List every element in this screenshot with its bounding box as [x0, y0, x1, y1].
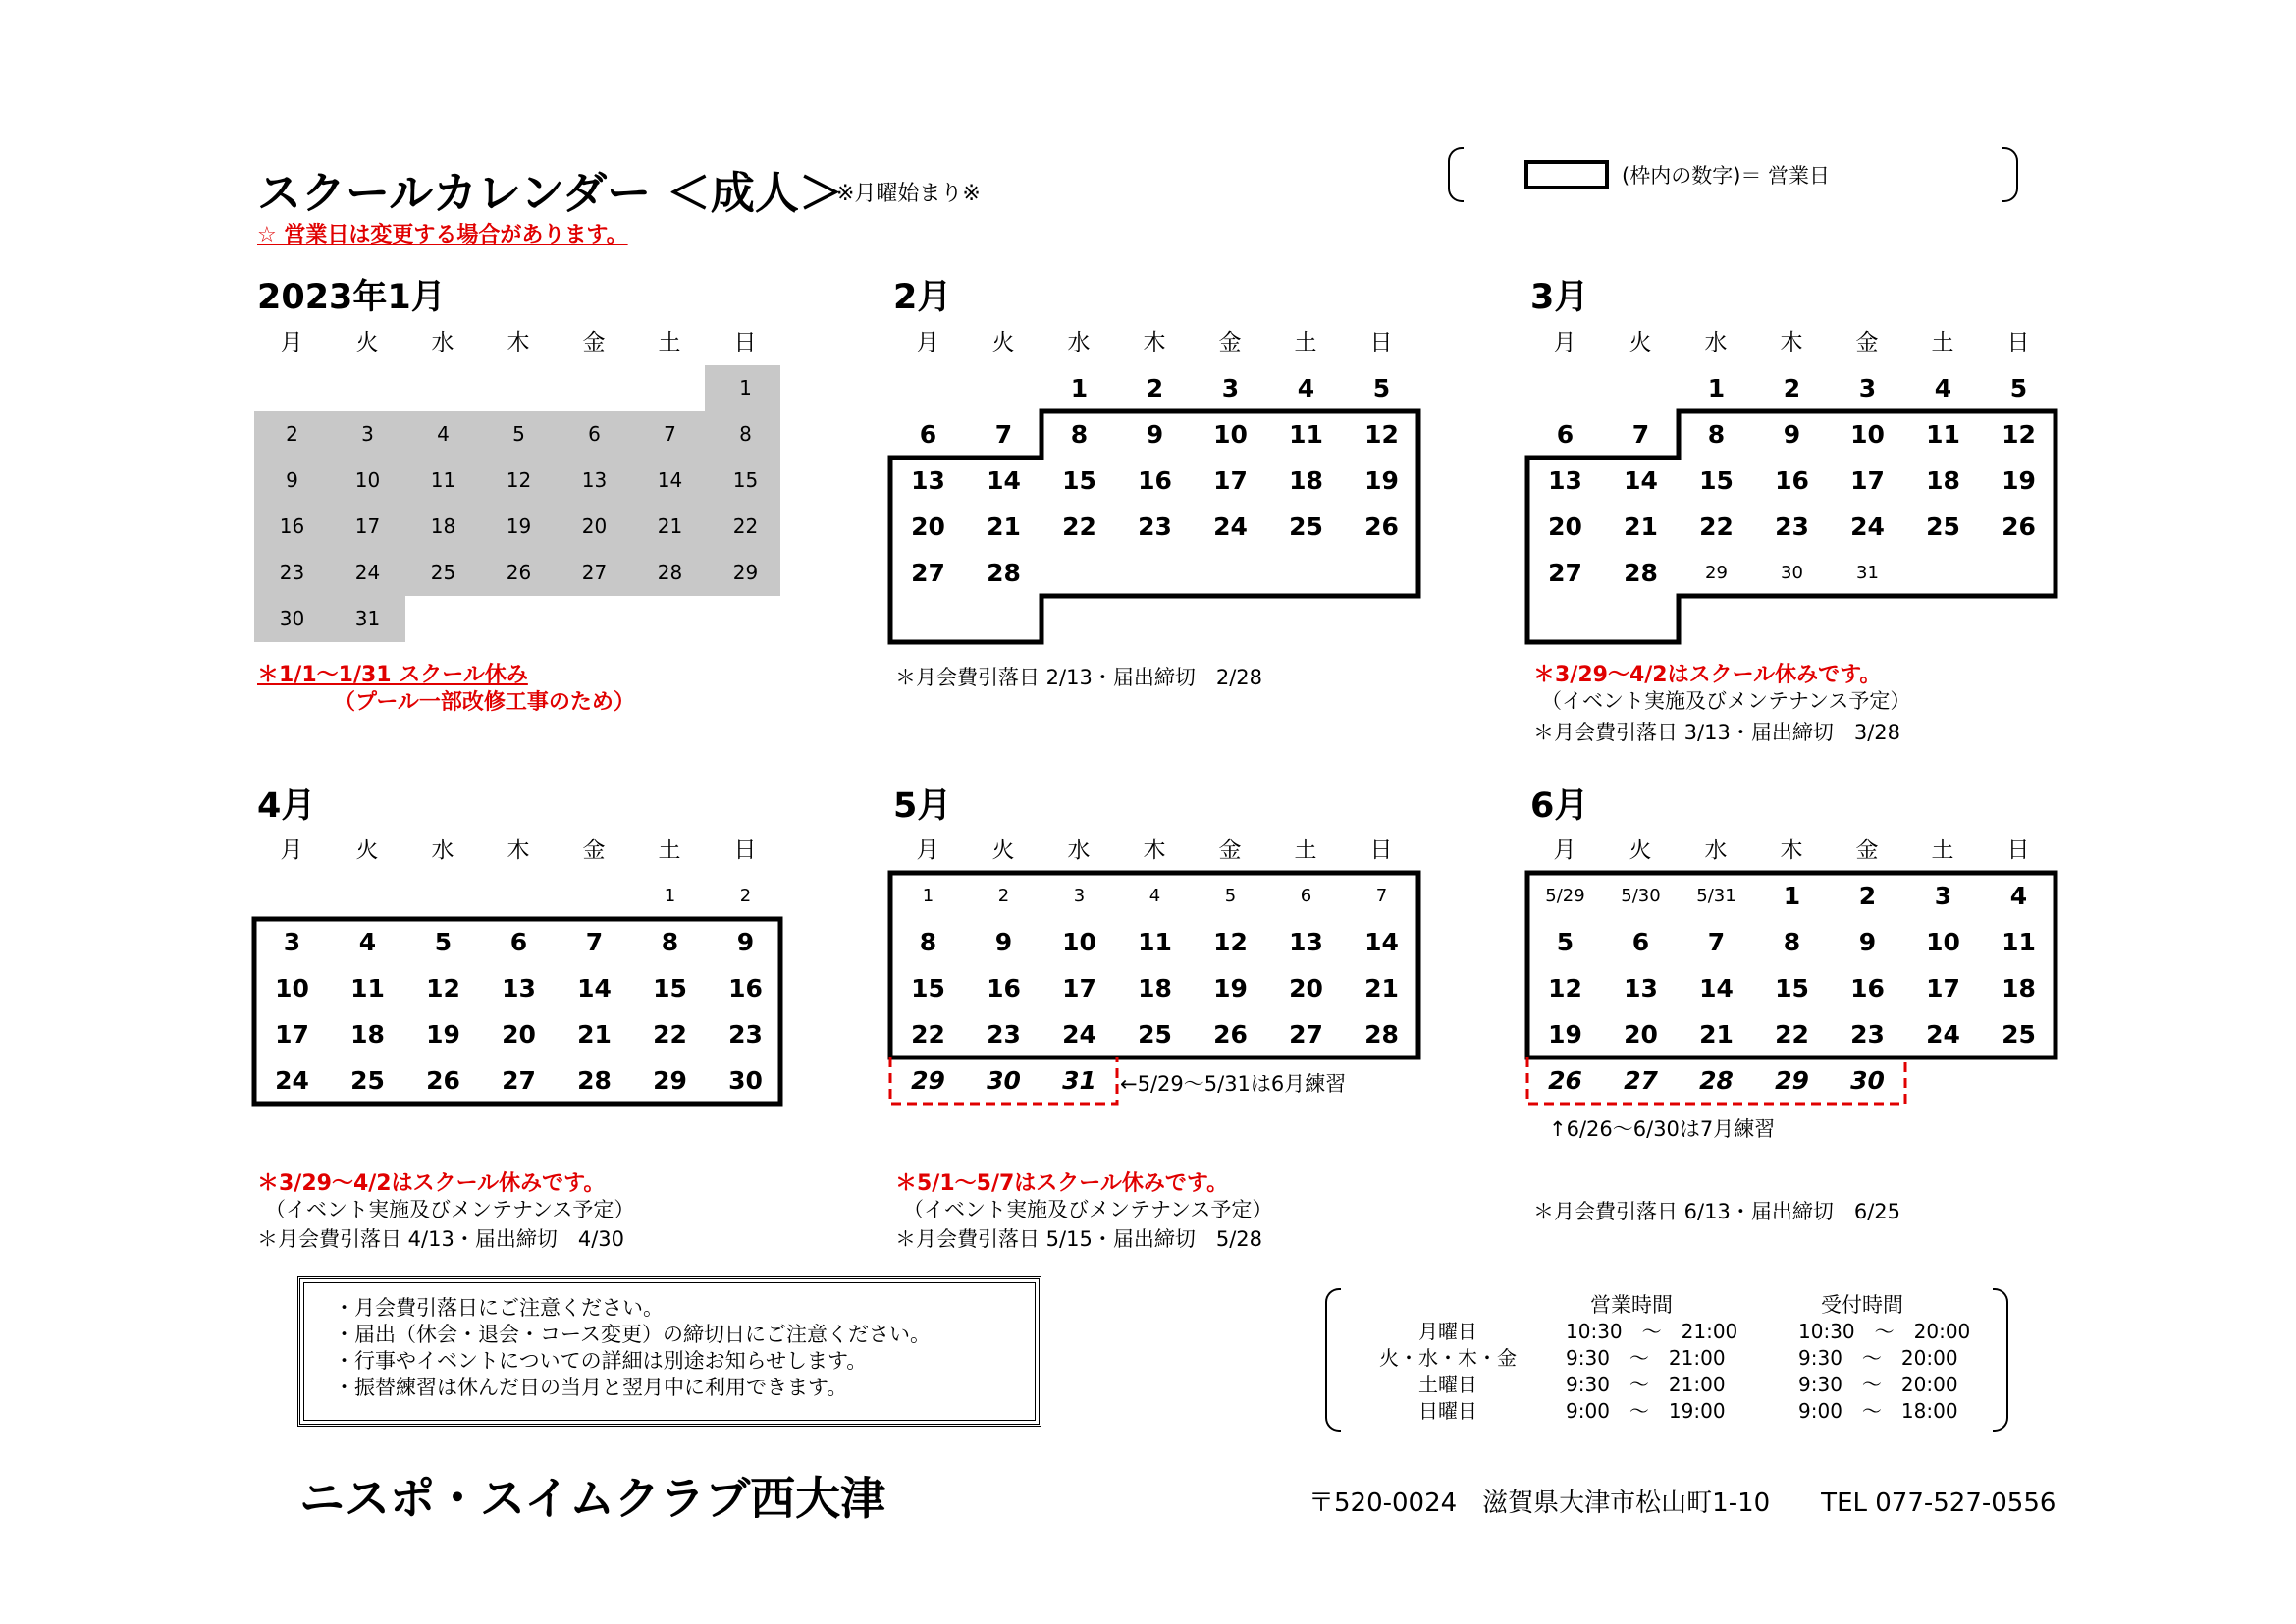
calendar-day: 6	[509, 928, 528, 956]
calendar-day: 2	[1146, 374, 1164, 403]
calendar-day: 10	[1213, 420, 1248, 449]
weekday-header: 月	[916, 838, 939, 863]
weekday-header: 水	[431, 838, 454, 863]
month-title-may: 5月	[893, 786, 952, 826]
weekday-header: 土	[1294, 838, 1317, 863]
calendar-day: 20	[1548, 513, 1582, 541]
calendar-day: 20	[1289, 974, 1323, 1002]
calendar-day: 4	[1148, 886, 1161, 906]
calendar-day: 22	[1699, 513, 1734, 541]
calendar-day: 12	[1213, 928, 1248, 956]
calendar-day: 30	[987, 1066, 1021, 1095]
calendar-day: 13	[1548, 466, 1582, 495]
weekday-header: 木	[1780, 330, 1803, 355]
weekday-header: 土	[1294, 330, 1317, 355]
calendar-day: 20	[502, 1020, 536, 1049]
calendar-day: 8	[1070, 420, 1089, 449]
calendar-day: 16	[728, 974, 763, 1002]
calendar-day: 5/29	[1545, 886, 1585, 906]
calendar-day: 13	[1289, 928, 1323, 956]
calendar-day: 25	[350, 1066, 385, 1095]
calendar-day: 23	[1775, 513, 1809, 541]
calendar-day: 21	[657, 514, 683, 538]
calendar-day: 30	[1781, 563, 1803, 583]
info-line: ・振替練習は休んだ日の当月と翌月中に利用できます。	[334, 1376, 848, 1399]
calendar-day: 15	[1699, 466, 1734, 495]
mar-note-fee: ＊月会費引落日 3/13・届出締切 3/28	[1533, 721, 1900, 744]
page-title: スクールカレンダー ＜成人＞	[257, 167, 843, 219]
weekday-header: 月	[1553, 838, 1576, 863]
apr-note-fee: ＊月会費引落日 4/13・届出締切 4/30	[257, 1227, 624, 1251]
calendar-day: 28	[1624, 559, 1658, 587]
calendar-day: 21	[577, 1020, 612, 1049]
business-hours-value: 10:30 ～ 21:00	[1566, 1320, 1738, 1343]
calendar-day: 18	[430, 514, 456, 538]
calendar-day: 18	[1926, 466, 1960, 495]
calendar-day: 11	[2002, 928, 2036, 956]
calendar-day: 23	[728, 1020, 763, 1049]
feb-note-fee: ＊月会費引落日 2/13・届出締切 2/28	[895, 666, 1262, 689]
weekday-header: 金	[1855, 838, 1879, 863]
calendar-day: 5	[1372, 374, 1391, 403]
weekday-header: 土	[658, 838, 681, 863]
calendar-day: 12	[1364, 420, 1399, 449]
calendar-day: 28	[657, 561, 683, 584]
calendar-day: 8	[661, 928, 679, 956]
weekday-header: 火	[991, 838, 1015, 863]
calendar-day: 26	[1213, 1020, 1248, 1049]
calendar-day: 5	[2009, 374, 2028, 403]
jan-note-closed: ＊1/1～1/31 スクール休み	[257, 663, 528, 687]
calendar-day: 28	[577, 1066, 612, 1095]
calendar-day: 6	[1631, 928, 1650, 956]
weekday-header: 土	[1931, 330, 1954, 355]
weekday-header: 木	[1143, 330, 1166, 355]
calendar-day: 11	[350, 974, 385, 1002]
calendar-day: 25	[1138, 1020, 1172, 1049]
calendar-day: 1	[922, 886, 934, 906]
weekday-header: 水	[1704, 838, 1728, 863]
calendar-day: 12	[1548, 974, 1582, 1002]
calendar-day: 8	[739, 422, 752, 446]
month-title-mar: 3月	[1530, 278, 1589, 317]
weekday-header: 月	[280, 330, 303, 355]
calendar-day: 22	[1062, 513, 1096, 541]
club-address: 〒520-0024 滋賀県大津市松山町1-10 TEL 077-527-0556	[1308, 1489, 2056, 1518]
page-subtitle: ※月曜始まり※	[836, 182, 981, 206]
calendar-day: 28	[1699, 1066, 1734, 1095]
calendar-day: 7	[585, 928, 604, 956]
weekday-header: 金	[582, 838, 606, 863]
weekday-header: 火	[1629, 838, 1652, 863]
calendar-day: 14	[987, 466, 1021, 495]
calendar-day: 5/30	[1621, 886, 1661, 906]
calendar-day: 14	[1624, 466, 1658, 495]
calendar-day: 6	[588, 422, 601, 446]
calendar-day: 5	[434, 928, 453, 956]
calendar-day: 15	[732, 468, 759, 492]
calendar-day: 30	[728, 1066, 763, 1095]
hours-day: 日曜日	[1418, 1399, 1477, 1423]
month-title-feb: 2月	[893, 278, 952, 317]
calendar-day: 25	[1926, 513, 1960, 541]
calendar-day: 27	[1548, 559, 1582, 587]
weekday-header: 木	[507, 330, 530, 355]
reception-hours-value: 9:30 ～ 20:00	[1798, 1346, 1958, 1370]
calendar-day: 18	[2002, 974, 2036, 1002]
calendar-day: 3	[283, 928, 301, 956]
calendar-day: 2	[1858, 882, 1877, 910]
calendar-day: 7	[1707, 928, 1726, 956]
calendar-day: 2	[739, 886, 752, 906]
calendar-day: 2	[1783, 374, 1801, 403]
calendar-day: 4	[2009, 882, 2028, 910]
weekday-header: 金	[1218, 330, 1242, 355]
month-title-apr: 4月	[257, 786, 316, 826]
business-hours-value: 9:30 ～ 21:00	[1566, 1346, 1726, 1370]
weekday-header: 金	[1855, 330, 1879, 355]
calendar-day: 29	[1705, 563, 1728, 583]
calendar-day: 15	[911, 974, 945, 1002]
mar-note-event: （イベント実施及びメンテナンス予定）	[1541, 689, 1911, 713]
calendar-day: 26	[1364, 513, 1399, 541]
calendar-day: 10	[1850, 420, 1885, 449]
calendar-day: 7	[994, 420, 1013, 449]
calendar-day: 3	[1934, 882, 1952, 910]
calendar-day: 27	[502, 1066, 536, 1095]
club-name: ニスポ・スイムクラブ西大津	[299, 1472, 886, 1525]
reception-hours-value: 9:30 ～ 20:00	[1798, 1373, 1958, 1396]
weekday-header: 土	[1931, 838, 1954, 863]
business-hours-value: 9:00 ～ 19:00	[1566, 1399, 1726, 1423]
calendar-day: 8	[1783, 928, 1801, 956]
weekday-header: 火	[355, 330, 379, 355]
month-title-jun: 6月	[1530, 786, 1589, 826]
calendar-day: 20	[581, 514, 608, 538]
calendar-day: 24	[1850, 513, 1885, 541]
calendar-day: 3	[1073, 886, 1086, 906]
calendar-day: 30	[1850, 1066, 1885, 1095]
calendar-day: 24	[354, 561, 381, 584]
calendar-day: 2	[997, 886, 1010, 906]
calendar-day: 2	[286, 422, 298, 446]
apr-note-closed: ＊3/29～4/2はスクール休みです。	[257, 1171, 606, 1196]
jun-note-fee: ＊月会費引落日 6/13・届出締切 6/25	[1533, 1200, 1900, 1223]
weekday-header: 日	[733, 838, 757, 863]
weekday-header: 水	[431, 330, 454, 355]
calendar-day: 4	[1934, 374, 1952, 403]
jun-note-arrow: ↑6/26～6/30は7月練習	[1549, 1117, 1776, 1141]
calendar-day: 23	[987, 1020, 1021, 1049]
calendar-day: 22	[732, 514, 759, 538]
calendar-day: 21	[1364, 974, 1399, 1002]
calendar-day: 12	[506, 468, 532, 492]
reception-hours-value: 9:00 ～ 18:00	[1798, 1399, 1958, 1423]
calendar-day: 29	[732, 561, 759, 584]
calendar-day: 1	[1783, 882, 1801, 910]
calendar-day: 1	[739, 376, 752, 400]
calendar-day: 9	[286, 468, 298, 492]
calendar-day: 23	[1138, 513, 1172, 541]
may-note-fee: ＊月会費引落日 5/15・届出締切 5/28	[895, 1227, 1262, 1251]
calendar-day: 25	[430, 561, 456, 584]
weekday-header: 日	[1369, 838, 1393, 863]
hours-bracket-right	[1993, 1288, 2008, 1432]
calendar-day: 10	[1926, 928, 1960, 956]
calendar-day: 10	[275, 974, 309, 1002]
calendar-day: 29	[911, 1066, 945, 1095]
business-hours-value: 9:30 ～ 21:00	[1566, 1373, 1726, 1396]
reception-hours-label: 受付時間	[1821, 1293, 1903, 1317]
calendar-day: 16	[279, 514, 305, 538]
calendar-day: 4	[437, 422, 450, 446]
calendar-day: 4	[1297, 374, 1315, 403]
may-note-event: （イベント実施及びメンテナンス予定）	[903, 1198, 1273, 1221]
calendar-day: 25	[2002, 1020, 2036, 1049]
calendar-day: 19	[1548, 1020, 1582, 1049]
weekday-header: 月	[280, 838, 303, 863]
calendar-day: 1	[1070, 374, 1089, 403]
weekday-header: 水	[1704, 330, 1728, 355]
calendar-day: 26	[426, 1066, 460, 1095]
calendar-day: 9	[1146, 420, 1164, 449]
calendar-day: 22	[911, 1020, 945, 1049]
hours-day: 月曜日	[1418, 1320, 1477, 1343]
info-line: ・行事やイベントについての詳細は別途お知らせします。	[334, 1349, 868, 1373]
calendar-day: 14	[1364, 928, 1399, 956]
calendar-day: 31	[354, 607, 381, 630]
calendar-day: 24	[1062, 1020, 1096, 1049]
calendar-day: 14	[577, 974, 612, 1002]
calendar-day: 16	[1850, 974, 1885, 1002]
calendar-day: 12	[2002, 420, 2036, 449]
calendar-day: 24	[1926, 1020, 1960, 1049]
calendar-day: 9	[994, 928, 1013, 956]
legend-text: (枠内の数字)＝ 営業日	[1622, 164, 1831, 188]
calendar-day: 17	[1926, 974, 1960, 1002]
calendar-day: 26	[1548, 1066, 1582, 1095]
weekday-header: 月	[1553, 330, 1576, 355]
weekday-header: 火	[355, 838, 379, 863]
calendar-day: 12	[426, 974, 460, 1002]
calendar-day: 5	[1556, 928, 1575, 956]
calendar-day: 18	[350, 1020, 385, 1049]
calendar-day: 28	[987, 559, 1021, 587]
may-note-arrow: ←5/29～5/31は6月練習	[1120, 1072, 1347, 1096]
calendar-day: 22	[653, 1020, 687, 1049]
hours-day: 火・水・木・金	[1379, 1346, 1517, 1370]
weekday-header: 日	[2006, 330, 2030, 355]
business-hours-label: 営業時間	[1590, 1293, 1673, 1317]
reception-hours-value: 10:30 ～ 20:00	[1798, 1320, 1971, 1343]
calendar-day: 13	[581, 468, 608, 492]
calendar-day: 3	[1858, 374, 1877, 403]
calendar-day: 28	[1364, 1020, 1399, 1049]
calendar-day: 7	[1375, 886, 1388, 906]
calendar-day: 5	[1224, 886, 1237, 906]
calendar-day: 14	[657, 468, 683, 492]
calendar-day: 7	[664, 422, 676, 446]
mar-note-closed: ＊3/29～4/2はスクール休みです。	[1533, 663, 1882, 687]
weekday-header: 火	[991, 330, 1015, 355]
weekday-header: 土	[658, 330, 681, 355]
weekday-header: 木	[507, 838, 530, 863]
calendar-day: 29	[1775, 1066, 1809, 1095]
calendar-day: 18	[1138, 974, 1172, 1002]
calendar-day: 23	[279, 561, 305, 584]
calendar-day: 16	[987, 974, 1021, 1002]
calendar-day: 6	[1300, 886, 1312, 906]
calendar-day: 5	[512, 422, 525, 446]
jan-note-reason: （プール一部改修工事のため）	[334, 690, 635, 715]
info-line: ・届出（休会・退会・コース変更）の締切日にご注意ください。	[334, 1323, 931, 1346]
calendar-day: 3	[361, 422, 374, 446]
calendar-day: 11	[1926, 420, 1960, 449]
weekday-header: 火	[1629, 330, 1652, 355]
calendar-day: 19	[506, 514, 532, 538]
calendar-day: 4	[358, 928, 377, 956]
calendar-day: 7	[1631, 420, 1650, 449]
calendar-day: 16	[1138, 466, 1172, 495]
calendar-day: 18	[1289, 466, 1323, 495]
calendar-day: 25	[1289, 513, 1323, 541]
calendar-day: 8	[1707, 420, 1726, 449]
calendar-day: 19	[1213, 974, 1248, 1002]
calendar-day: 17	[1850, 466, 1885, 495]
calendar-day: 14	[1699, 974, 1734, 1002]
calendar-day: 11	[1138, 928, 1172, 956]
calendar-day: 20	[911, 513, 945, 541]
calendar-day: 3	[1221, 374, 1240, 403]
info-line: ・月会費引落日にご注意ください。	[334, 1296, 664, 1320]
calendar-day: 1	[1707, 374, 1726, 403]
month-title-jan: 2023年1月	[257, 278, 446, 317]
calendar-day: 17	[354, 514, 381, 538]
notice-text: ☆ 営業日は変更する場合があります。	[257, 223, 628, 247]
calendar-day: 9	[1783, 420, 1801, 449]
calendar-day: 1	[664, 886, 676, 906]
calendar-day: 5/31	[1696, 886, 1736, 906]
calendar-day: 24	[275, 1066, 309, 1095]
calendar-day: 27	[911, 559, 945, 587]
weekday-header: 木	[1780, 838, 1803, 863]
may-note-closed: ＊5/1～5/7はスクール休みです。	[895, 1171, 1229, 1196]
calendar-day: 26	[2002, 513, 2036, 541]
calendar-day: 26	[506, 561, 532, 584]
calendar-day: 24	[1213, 513, 1248, 541]
calendar-day: 17	[1213, 466, 1248, 495]
calendar-day: 19	[426, 1020, 460, 1049]
calendar-day: 23	[1850, 1020, 1885, 1049]
calendar-day: 17	[275, 1020, 309, 1049]
calendar-day: 27	[581, 561, 608, 584]
calendar-day: 13	[911, 466, 945, 495]
apr-note-event: （イベント実施及びメンテナンス予定）	[265, 1198, 635, 1221]
calendar-day: 9	[736, 928, 755, 956]
calendar-day: 13	[1624, 974, 1658, 1002]
calendar-day: 6	[1556, 420, 1575, 449]
calendar-day: 15	[653, 974, 687, 1002]
weekday-header: 水	[1067, 838, 1091, 863]
calendar-day: 29	[653, 1066, 687, 1095]
calendar-day: 27	[1289, 1020, 1323, 1049]
hours-bracket-left	[1325, 1288, 1341, 1432]
calendar-day: 8	[919, 928, 937, 956]
calendar-day: 19	[1364, 466, 1399, 495]
calendar-day: 19	[2002, 466, 2036, 495]
weekday-header: 金	[1218, 838, 1242, 863]
calendar-day: 31	[1856, 563, 1879, 583]
weekday-header: 水	[1067, 330, 1091, 355]
calendar-day: 21	[1624, 513, 1658, 541]
calendar-day: 13	[502, 974, 536, 1002]
calendar-day: 20	[1624, 1020, 1658, 1049]
weekday-header: 日	[1369, 330, 1393, 355]
calendar-day: 15	[1775, 974, 1809, 1002]
weekday-header: 日	[2006, 838, 2030, 863]
calendar-day: 10	[1062, 928, 1096, 956]
weekday-header: 金	[582, 330, 606, 355]
calendar-day: 27	[1624, 1066, 1658, 1095]
weekday-header: 日	[733, 330, 757, 355]
calendar-day: 16	[1775, 466, 1809, 495]
calendar-day: 31	[1062, 1066, 1096, 1095]
weekday-header: 木	[1143, 838, 1166, 863]
calendar-day: 17	[1062, 974, 1096, 1002]
calendar-day: 21	[1699, 1020, 1734, 1049]
calendar-day: 30	[279, 607, 305, 630]
hours-day: 土曜日	[1418, 1373, 1477, 1396]
calendar-day: 15	[1062, 466, 1096, 495]
calendar-day: 21	[987, 513, 1021, 541]
calendar-day: 11	[430, 468, 456, 492]
calendar-day: 9	[1858, 928, 1877, 956]
weekday-header: 月	[916, 330, 939, 355]
calendar-day: 6	[919, 420, 937, 449]
calendar-day: 10	[354, 468, 381, 492]
calendar-day: 22	[1775, 1020, 1809, 1049]
calendar-day: 11	[1289, 420, 1323, 449]
